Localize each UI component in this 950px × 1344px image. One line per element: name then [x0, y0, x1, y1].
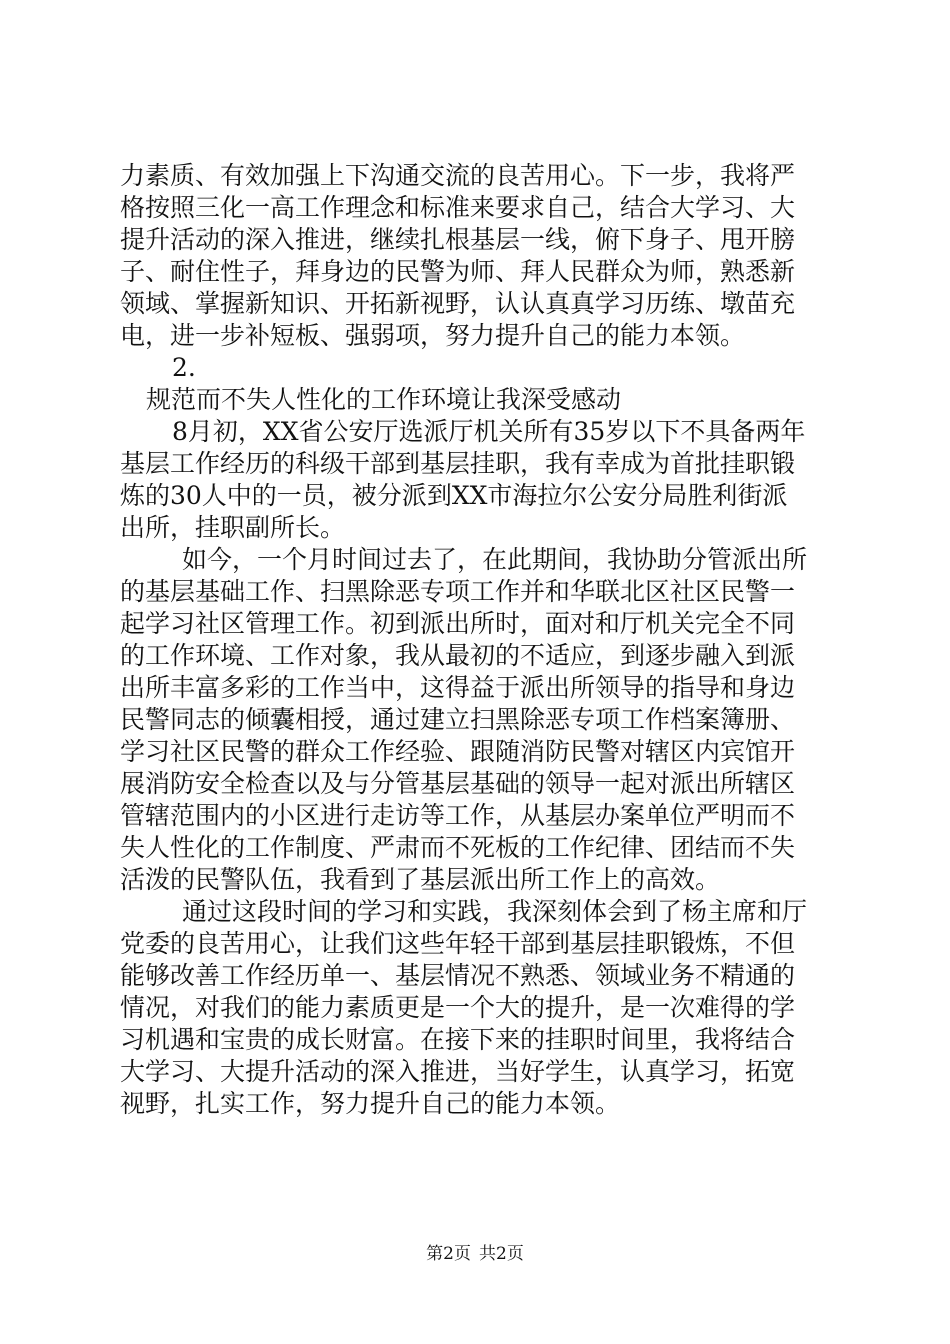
document-body — [120, 160, 840, 1120]
paragraph-2-line: 基层工作经历的科级干部到基层挂职，我有幸成为首批挂职锻 — [120, 449, 796, 478]
section-heading: 规范而不失人性化的工作环境让我深受感动 — [146, 385, 622, 414]
paragraph-3-line: 的基层基础工作、扫黑除恶专项工作并和华联北区社区民警一 — [120, 577, 796, 606]
paragraph-1-line: 格按照三化一高工作理念和标准来要求自己，结合大学习、大 — [120, 193, 796, 222]
paragraph-3-line: 学习社区民警的群众工作经验、跟随消防民警对辖区内宾馆开 — [120, 737, 796, 766]
paragraph-2 — [120, 416, 840, 544]
paragraph-3 — [120, 544, 840, 896]
paragraph-2-line: 炼的30人中的一员，被分派到XX市海拉尔公安分局胜利街派 — [120, 481, 788, 510]
paragraph-3-line: 失人性化的工作制度、严肃而不死板的工作纪律、团结而不失 — [120, 833, 796, 862]
paragraph-2-line: 8月初，XX省公安厅选派厅机关所有35岁以下不具备两年 — [172, 417, 806, 446]
paragraph-4 — [120, 896, 840, 1120]
paragraph-1-line: 力素质、有效加强上下沟通交流的良苦用心。下一步，我将严 — [120, 161, 796, 190]
paragraph-4-line: 党委的良苦用心，让我们这些年轻干部到基层挂职锻炼，不但 — [120, 929, 796, 958]
paragraph-3-line: 的工作环境、工作对象，我从最初的不适应，到逐步融入到派 — [120, 641, 796, 670]
paragraph-3-line: 展消防安全检查以及与分管基层基础的领导一起对派出所辖区 — [120, 769, 796, 798]
paragraph-3-line: 管辖范围内的小区进行走访等工作，从基层办案单位严明而不 — [120, 801, 796, 830]
paragraph-3-line: 活泼的民警队伍，我看到了基层派出所工作上的高效。 — [120, 865, 721, 894]
page-number-total: 共2页 — [479, 1244, 524, 1264]
paragraph-2-line: 出所，挂职副所长。 — [120, 513, 346, 542]
paragraph-4-line: 情况，对我们的能力素质更是一个大的提升，是一次难得的学 — [120, 993, 796, 1022]
paragraph-1-line: 电，进一步补短板、强弱项，努力提升自己的能力本领。 — [120, 321, 746, 350]
paragraph-3-line: 如今，一个月时间过去了，在此期间，我协助分管派出所 — [182, 545, 808, 574]
section-number: 2. — [172, 353, 196, 382]
page-footer — [0, 1243, 950, 1265]
paragraph-4-line: 通过这段时间的学习和实践，我深刻体会到了杨主席和厅 — [182, 897, 808, 926]
paragraph-1-line: 子、耐住性子，拜身边的民警为师、拜人民群众为师，熟悉新 — [120, 257, 796, 286]
paragraph-1 — [120, 160, 840, 352]
paragraph-3-line: 出所丰富多彩的工作当中，这得益于派出所领导的指导和身边 — [120, 673, 796, 702]
paragraph-1-line: 领域、掌握新知识、开拓新视野，认认真真学习历练、墩苗充 — [120, 289, 796, 318]
paragraph-4-line: 视野，扎实工作，努力提升自己的能力本领。 — [120, 1089, 621, 1118]
paragraph-4-line: 能够改善工作经历单一、基层情况不熟悉、领域业务不精通的 — [120, 961, 796, 990]
page-number-current: 第2页 — [426, 1244, 471, 1264]
paragraph-4-line: 大学习、大提升活动的深入推进，当好学生，认真学习，拓宽 — [120, 1057, 796, 1086]
paragraph-3-line: 民警同志的倾囊相授，通过建立扫黑除恶专项工作档案簿册、 — [120, 705, 796, 734]
paragraph-3-line: 起学习社区管理工作。初到派出所时，面对和厅机关完全不同 — [120, 609, 796, 638]
paragraph-1-line: 提升活动的深入推进，继续扎根基层一线，俯下身子、甩开膀 — [120, 225, 796, 254]
paragraph-4-line: 习机遇和宝贵的成长财富。在接下来的挂职时间里，我将结合 — [120, 1025, 796, 1054]
